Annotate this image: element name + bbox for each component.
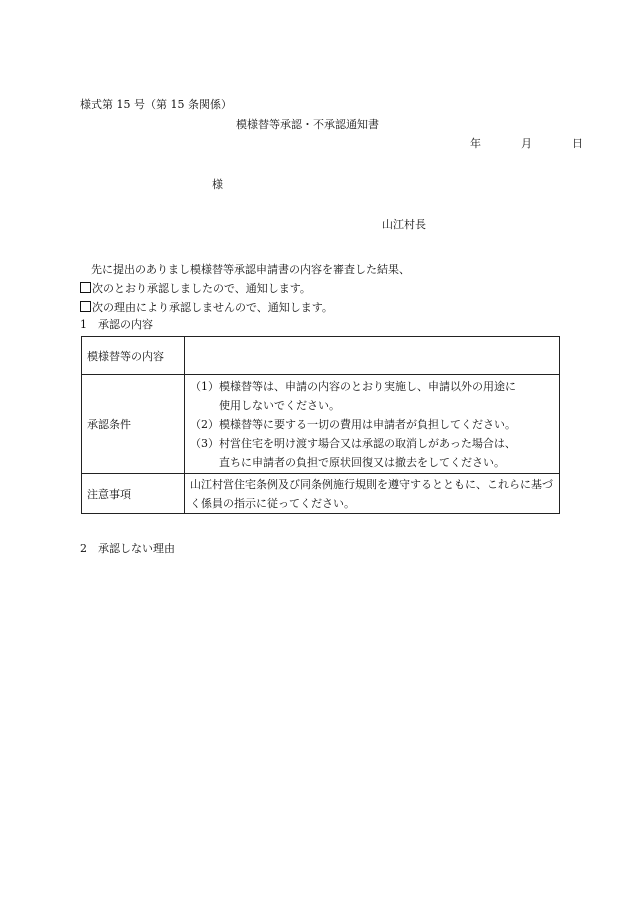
- body-text: [80, 260, 410, 317]
- year-label: 年: [470, 137, 481, 150]
- conditions-label-cell: 承認条件: [82, 375, 185, 474]
- condition-1-line2: 使用しないでください。: [219, 398, 340, 412]
- condition-3-line1: （3）村営住宅を明け渡す場合又は承認の取消しがあった場合は、: [190, 436, 516, 450]
- option-approved-label: 次のとおり承認しましたので、通知します。: [92, 282, 311, 295]
- option-rejected: [80, 298, 410, 317]
- content-label-cell: 模様替等の内容: [82, 337, 185, 375]
- option-rejected-label: 次の理由により承認しませんので、通知します。: [92, 301, 333, 314]
- condition-2-line1: （2）模様替等に要する一切の費用は申請者が負担してください。: [190, 417, 516, 431]
- document-title: 模様替等承認・不承認通知書: [236, 118, 379, 131]
- notes-text: 山江村営住宅条例及び同条例施行規則を遵守するとともに、これらに基づく係員の指示に従ってください。: [190, 477, 553, 510]
- approved-checkbox[interactable]: [80, 282, 91, 293]
- section2-heading: 2 承認しない理由: [80, 542, 175, 555]
- addressee-honorific: 様: [212, 178, 223, 191]
- table-row: [82, 337, 560, 375]
- month-label: 月: [521, 137, 532, 150]
- day-label: 日: [572, 137, 583, 150]
- condition-3-line2: 直ちに申請者の負担で原状回復又は撤去をしてください。: [219, 455, 505, 469]
- condition-item: [190, 434, 554, 472]
- approval-content-table: [81, 336, 560, 514]
- condition-item: [190, 377, 554, 415]
- condition-1-line1: （1）模様替等は、申請の内容のとおり実施し、申請以外の用途に: [190, 379, 516, 393]
- notes-value-cell: [185, 474, 560, 514]
- content-value-cell[interactable]: [185, 337, 560, 375]
- form-number: 様式第 15 号（第 15 条関係）: [80, 98, 232, 111]
- option-approved: [80, 279, 410, 298]
- table-row: [82, 474, 560, 514]
- date-line: [470, 137, 583, 151]
- rejected-checkbox[interactable]: [80, 301, 91, 312]
- table-row: [82, 375, 560, 474]
- condition-item: [190, 415, 554, 434]
- section1-heading: 1 承認の内容: [80, 318, 153, 331]
- issuer-name: 山江村長: [382, 218, 426, 231]
- intro-text: 先に提出のありまし模様替等承認申請書の内容を審査した結果、: [91, 263, 410, 276]
- notes-label-cell: 注意事項: [82, 474, 185, 514]
- conditions-value-cell: [185, 375, 560, 474]
